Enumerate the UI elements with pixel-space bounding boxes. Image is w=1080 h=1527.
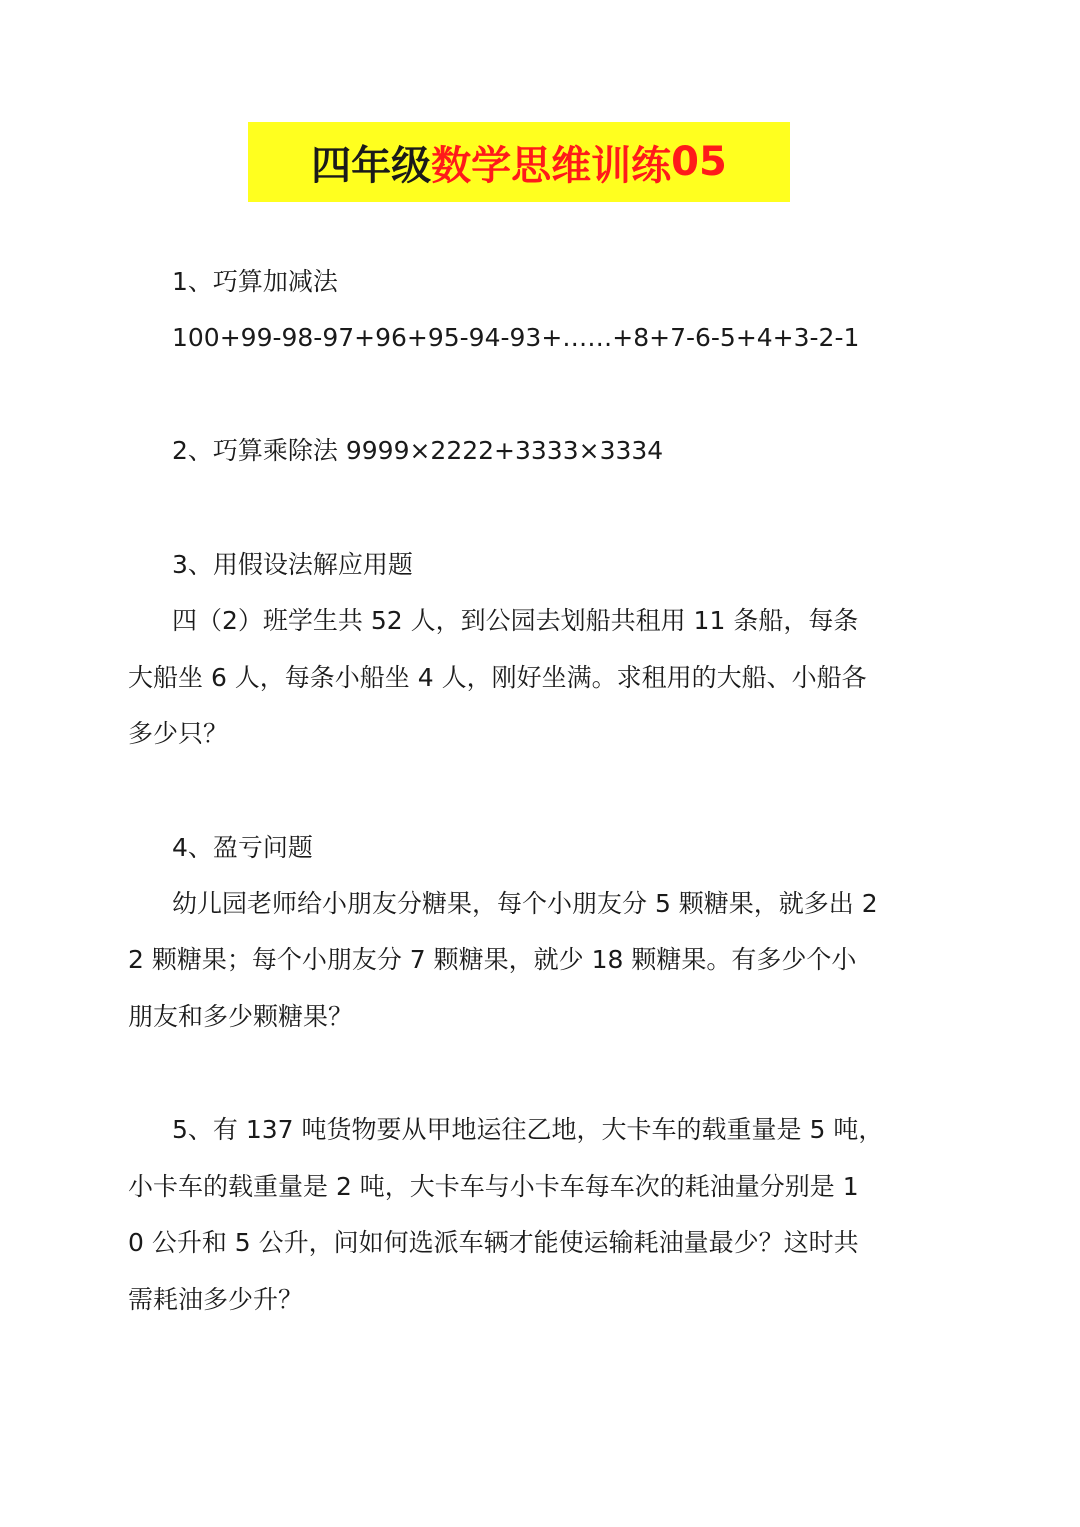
q1-expression: 100+99-98-97+96+95-94-93+……+8+7-6-5+4+3-2-1 xyxy=(172,323,860,352)
q5-line-3: 0 公升和 5 公升，问如何选派车辆才能使运输耗油量最少？这时共 xyxy=(128,1228,859,1257)
q4-line-2: 2 颗糖果；每个小朋友分 7 颗糖果，就少 18 颗糖果。有多少个小 xyxy=(128,945,857,974)
q5-line-2: 小卡车的载重量是 2 吨，大卡车与小卡车每车次的耗油量分别是 1 xyxy=(128,1172,859,1201)
q2-line: 2、巧算乘除法 9999×2222+3333×3334 xyxy=(172,436,664,465)
q4-heading: 4、盈亏问题 xyxy=(172,833,313,862)
title-banner xyxy=(248,122,790,202)
q3-heading: 3、用假设法解应用题 xyxy=(172,550,413,579)
q1-heading: 1、巧算加减法 xyxy=(172,267,338,296)
q5-line-4: 需耗油多少升？ xyxy=(128,1285,304,1314)
q4-line-1: 幼儿园老师给小朋友分糖果，每个小朋友分 5 颗糖果，就多出 2 xyxy=(172,889,878,918)
title-part-number: 05 xyxy=(671,139,727,185)
q3-line-3: 多少只？ xyxy=(128,719,229,748)
title-part-grade: 四年级 xyxy=(311,142,432,189)
q3-line-2: 大船坐 6 人，每条小船坐 4 人，刚好坐满。求租用的大船、小船各 xyxy=(128,663,867,692)
q5-line-1: 5、有 137 吨货物要从甲地运往乙地，大卡车的载重量是 5 吨， xyxy=(172,1115,884,1144)
q3-line-1: 四（2）班学生共 52 人，到公园去划船共租用 11 条船，每条 xyxy=(172,606,859,635)
title-part-subject: 数学思维训练 xyxy=(431,142,672,189)
q4-line-3: 朋友和多少颗糖果？ xyxy=(128,1002,354,1031)
